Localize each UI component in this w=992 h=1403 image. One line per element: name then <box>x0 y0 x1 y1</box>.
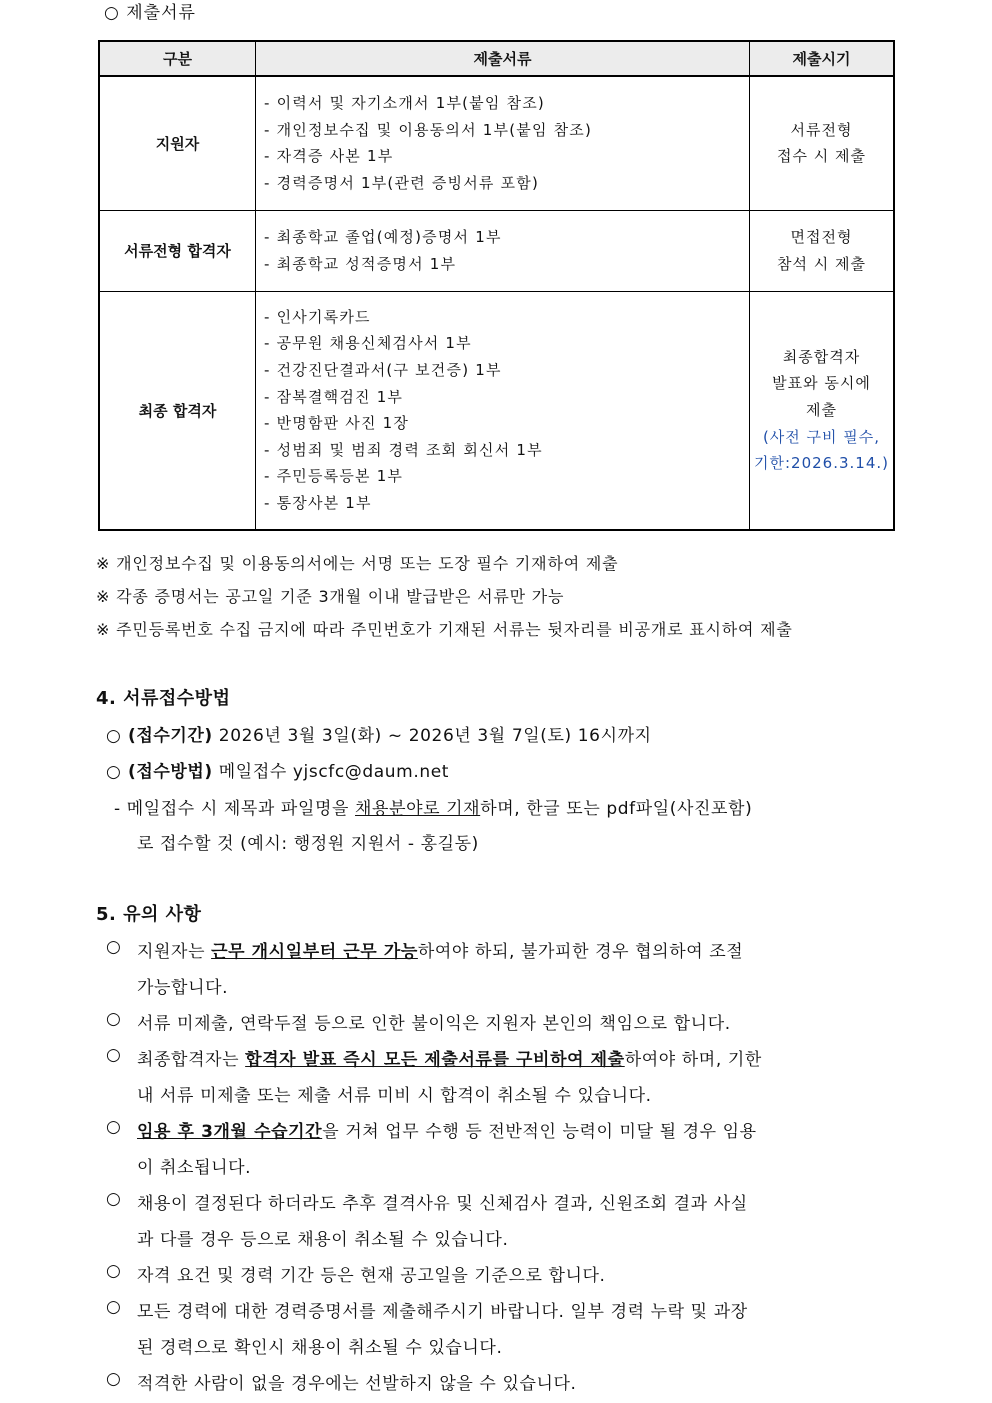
notice-emphasis: 합격자 발표 즉시 모든 제출서류를 구비하여 제출 <box>245 1050 625 1070</box>
submission-title: ○ 제출서류 <box>104 3 196 23</box>
notice-2: 서류 미제출, 연락두절 등으로 인한 불이익은 지원자 본인의 책임으로 합니다. <box>137 1014 731 1034</box>
table-row-final-passer <box>99 291 894 530</box>
document-item: - 최종학교 졸업(예정)증명서 1부 <box>264 227 502 246</box>
mail-instruction-line1 <box>114 794 752 819</box>
document-item: - 잠복결핵검진 1부 <box>264 387 404 406</box>
bullet-circle: ○ <box>106 1009 121 1029</box>
table-row-applicant <box>99 76 894 210</box>
document-item: - 인사기록카드 <box>264 307 371 326</box>
notice-7: 모든 경력에 대한 경력증명서를 제출해주시기 바랍니다. 일부 경력 누락 및 과장 <box>137 1302 748 1322</box>
notice-4 <box>137 1117 757 1142</box>
header-documents: 제출서류 <box>256 41 750 76</box>
documents-cell <box>256 210 750 291</box>
bullet-circle: ○ <box>106 1261 121 1281</box>
period-label: ○ (접수기간) <box>106 726 213 746</box>
notes-block <box>96 547 793 646</box>
timing-note: 기한:2026.3.14.) <box>754 454 889 473</box>
notice-text: 하여야 하되, 불가피한 경우 협의하여 조절 <box>417 942 744 962</box>
document-item: - 반명함판 사진 1장 <box>264 414 410 433</box>
mail-text: 하며, 한글 또는 pdf파일(사진포함) <box>480 799 753 819</box>
note-item: ※ 주민등록번호 수집 금지에 따라 주민번호가 기재된 서류는 뒷자리를 비공개로 표시하여 제출 <box>96 620 793 639</box>
document-item: - 주민등록등본 1부 <box>264 467 404 486</box>
timing-cell <box>750 76 895 210</box>
notice-7-cont: 된 경력으로 확인시 채용이 취소될 수 있습니다. <box>137 1338 503 1358</box>
bullet-circle: ○ <box>106 1297 121 1317</box>
role-cell: 지원자 <box>99 76 256 210</box>
notice-4-cont: 이 취소됩니다. <box>137 1158 252 1178</box>
document-item: - 자격증 사본 1부 <box>264 147 394 166</box>
timing-line: 참석 시 제출 <box>777 254 866 273</box>
timing-line: 서류전형 <box>790 120 853 139</box>
method-line <box>106 757 449 782</box>
notice-3 <box>137 1045 762 1070</box>
notice-3-cont: 내 서류 미제출 또는 제출 서류 미비 시 합격이 취소될 수 있습니다. <box>137 1086 652 1106</box>
document-item: - 최종학교 성적증명서 1부 <box>264 254 457 273</box>
header-timing: 제출시기 <box>750 41 895 76</box>
notice-5-cont: 과 다를 경우 등으로 채용이 취소될 수 있습니다. <box>137 1230 509 1250</box>
notice-text: 지원자는 <box>137 942 212 962</box>
notice-text: 을 거쳐 업무 수행 등 전반적인 능력이 미달 될 경우 임용 <box>322 1122 757 1142</box>
method-value: 메일접수 yjscfc@daum.net <box>212 762 450 782</box>
table-row-document-passer <box>99 210 894 291</box>
section5-title: 5. 유의 사항 <box>96 904 202 925</box>
period-line <box>106 721 652 746</box>
timing-line: 접수 시 제출 <box>777 147 866 166</box>
document-item: - 경력증명서 1부(관련 증빙서류 포함) <box>264 173 539 192</box>
note-item: ※ 개인정보수집 및 이용동의서에는 서명 또는 도장 필수 기재하여 제출 <box>96 554 619 573</box>
section4-title: 4. 서류접수방법 <box>96 688 231 709</box>
timing-line: 발표와 동시에 <box>772 374 871 393</box>
notice-emphasis: 근무 개시일부터 근무 가능 <box>211 942 418 962</box>
bullet-circle: ○ <box>106 1045 121 1065</box>
table-header-row <box>99 41 894 76</box>
notice-1 <box>137 937 743 962</box>
notice-6: 자격 요건 및 경력 기간 등은 현재 공고일을 기준으로 합니다. <box>137 1266 606 1286</box>
timing-line: 면접전형 <box>790 227 853 246</box>
document-item: - 공무원 채용신체검사서 1부 <box>264 334 472 353</box>
timing-note: (사전 구비 필수, <box>762 427 881 446</box>
submission-table <box>98 40 895 531</box>
notice-5: 채용이 결정된다 하더라도 추후 결격사유 및 신체검사 결과, 신원조회 결과 사실 <box>137 1194 748 1214</box>
notice-text: 최종합격자는 <box>137 1050 246 1070</box>
document-item: - 개인정보수집 및 이용동의서 1부(붙임 참조) <box>264 120 593 139</box>
documents-cell <box>256 76 750 210</box>
notice-emphasis: 임용 후 3개월 수습기간 <box>137 1122 323 1142</box>
timing-line: 제출 <box>806 400 837 419</box>
role-cell: 서류전형 합격자 <box>99 210 256 291</box>
document-item: - 성범죄 및 범죄 경력 조회 회신서 1부 <box>264 440 543 459</box>
timing-cell <box>750 291 895 530</box>
mail-instruction-line2: 로 접수할 것 (예시: 행정원 지원서 - 홍길동) <box>137 834 479 854</box>
timing-line: 최종합격자 <box>782 347 861 366</box>
note-item: ※ 각종 증명서는 공고일 기준 3개월 이내 발급받은 서류만 가능 <box>96 587 565 606</box>
document-item: - 통장사본 1부 <box>264 494 372 513</box>
documents-cell <box>256 291 750 530</box>
role-cell: 최종 합격자 <box>99 291 256 530</box>
document-item: - 이력서 및 자기소개서 1부(붙임 참조) <box>264 94 545 113</box>
mail-text: - 메일접수 시 제목과 파일명을 <box>114 799 356 819</box>
header-category: 구분 <box>99 41 256 76</box>
document-item: - 건강진단결과서(구 보건증) 1부 <box>264 361 502 380</box>
notice-8: 적격한 사람이 없을 경우에는 선발하지 않을 수 있습니다. <box>137 1374 577 1394</box>
timing-cell <box>750 210 895 291</box>
bullet-circle: ○ <box>106 937 121 957</box>
bullet-circle: ○ <box>106 1189 121 1209</box>
notice-text: 하여야 하며, 기한 <box>624 1050 762 1070</box>
method-label: ○ (접수방법) <box>106 762 213 782</box>
period-value: 2026년 3월 3일(화) ~ 2026년 3월 7일(토) 16시까지 <box>212 726 652 746</box>
mail-underlined: 채용분야로 기재 <box>355 799 481 819</box>
notice-1-cont: 가능합니다. <box>137 978 229 998</box>
bullet-circle: ○ <box>106 1117 121 1137</box>
bullet-circle: ○ <box>106 1369 121 1389</box>
